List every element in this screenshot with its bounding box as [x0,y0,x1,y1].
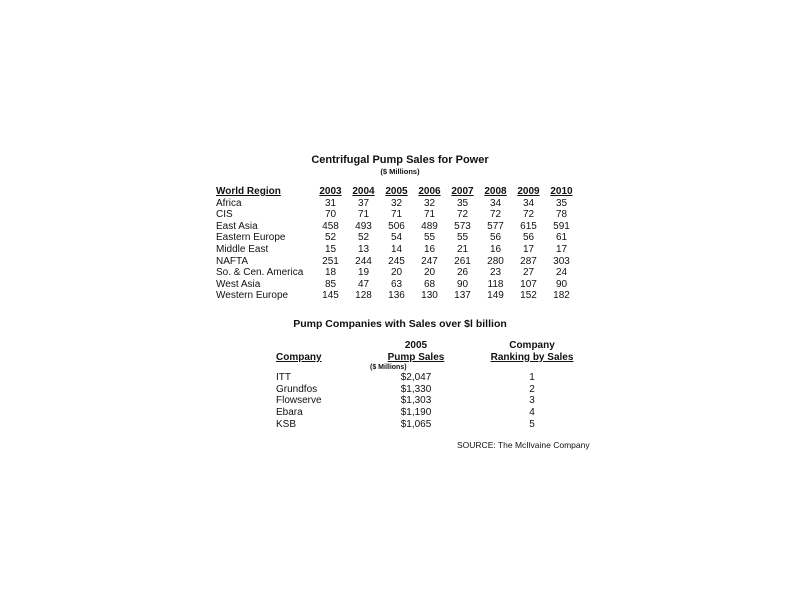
year-column-header: 2004 [352,186,375,197]
sales-value-cell: 55 [456,232,469,244]
table-row [276,407,594,419]
sales-value-cell: 130 [421,290,438,302]
sales-value-cell: 26 [456,267,469,279]
year-column-header: 2005 [385,186,408,197]
sales-value-cell: 145 [322,290,339,302]
year-column-header: 2010 [550,186,573,197]
sales-value-cell: 20 [423,267,436,279]
table-row [276,419,594,431]
company-table-block [276,340,594,430]
pump-sales-cell: $1,190 [400,406,432,418]
sales-year-header: 2005 [404,340,428,351]
ranking-cell: 2 [529,383,535,395]
table-row [276,395,594,407]
table-row [276,372,594,384]
sales-value-cell: 489 [421,220,438,232]
region-table-body [216,198,578,302]
sales-value-cell: 90 [456,278,469,290]
year-column-header: 2009 [517,186,540,197]
table-row [216,232,578,244]
sales-value-cell: 27 [522,267,535,279]
pump-sales-column-header: Pump Sales [387,351,445,363]
sales-value-cell: 591 [553,220,570,232]
year-column-header: 2006 [418,186,441,197]
region-name-cell: Middle East [216,243,269,255]
sales-value-cell: 56 [522,232,535,244]
sales-value-cell: 15 [324,243,337,255]
sales-value-cell: 34 [489,197,502,209]
sales-value-cell: 458 [322,220,339,232]
table-row [216,244,578,256]
sales-value-cell: 71 [423,209,436,221]
sales-value-cell: 90 [555,278,568,290]
company-name-cell: ITT [276,372,291,384]
sales-value-cell: 573 [454,220,471,232]
year-column-header: 2003 [319,186,342,197]
sales-value-cell: 14 [390,243,403,255]
sales-value-cell: 71 [357,209,370,221]
sales-value-cell: 85 [324,278,337,290]
ranking-cell: 5 [529,418,535,430]
sales-value-cell: 13 [357,243,370,255]
sales-value-cell: 247 [421,255,438,267]
sales-value-cell: 32 [423,197,436,209]
sales-value-cell: 35 [555,197,568,209]
table-row [216,267,578,279]
sales-value-cell: 47 [357,278,370,290]
sales-value-cell: 20 [390,267,403,279]
sales-value-cell: 261 [454,255,471,267]
sales-value-cell: 37 [357,197,370,209]
ranking-header-top: Company [509,340,555,351]
company-table-unit-row [276,363,594,372]
company-table-body [276,372,594,430]
sales-value-cell: 615 [520,220,537,232]
region-name-cell: Eastern Europe [216,232,286,244]
sales-value-cell: 136 [388,290,405,302]
unit-spacer [276,363,362,372]
table-row [216,290,578,302]
table-title: Centrifugal Pump Sales for Power [311,154,489,166]
sales-value-cell: 17 [522,243,535,255]
sales-value-cell: 71 [390,209,403,221]
sales-value-cell: 21 [456,243,469,255]
sales-value-cell: 35 [456,197,469,209]
sales-value-cell: 17 [555,243,568,255]
sales-value-cell: 23 [489,267,502,279]
company-table-header-top-row [276,340,594,352]
company-name-cell: Ebara [276,406,303,418]
sales-value-cell: 245 [388,255,405,267]
company-name-cell: Grundfos [276,383,318,395]
sales-value-cell: 493 [355,220,372,232]
region-name-cell: Western Europe [216,290,289,302]
ranking-cell: 3 [529,395,535,407]
table-row [216,279,578,291]
sales-value-cell: 68 [423,278,436,290]
sales-value-cell: 287 [520,255,537,267]
region-table-header-row [216,186,578,198]
sales-value-cell: 18 [324,267,337,279]
table-row [216,209,578,221]
sales-value-cell: 32 [390,197,403,209]
company-table-header-row [276,352,594,364]
sales-value-cell: 63 [390,278,403,290]
pump-sales-cell: $1,330 [400,383,432,395]
sales-value-cell: 280 [487,255,504,267]
sales-value-cell: 251 [322,255,339,267]
company-header-spacer [276,340,362,352]
sales-value-cell: 182 [553,290,570,302]
region-name-cell: East Asia [216,220,258,232]
sales-value-cell: 16 [423,243,436,255]
region-name-cell: So. & Cen. America [216,267,304,279]
table-row [216,221,578,233]
table-row [216,256,578,268]
sales-value-cell: 72 [456,209,469,221]
sales-value-cell: 303 [553,255,570,267]
sales-value-cell: 149 [487,290,504,302]
company-table [276,340,594,430]
sales-value-cell: 61 [555,232,568,244]
sales-value-cell: 506 [388,220,405,232]
sales-value-cell: 56 [489,232,502,244]
table-row [276,384,594,396]
pump-sales-cell: $1,065 [400,418,432,430]
sales-value-cell: 72 [522,209,535,221]
sales-value-cell: 55 [423,232,436,244]
company-table-title: Pump Companies with Sales over $l billion [293,318,507,330]
sales-value-cell: 118 [487,278,504,290]
sales-value-cell: 78 [555,209,568,221]
sales-value-cell: 16 [489,243,502,255]
sales-value-cell: 54 [390,232,403,244]
company-column-header: Company [276,351,322,363]
table-row [216,198,578,210]
sales-value-cell: 107 [520,278,537,290]
sales-value-cell: 52 [324,232,337,244]
sales-value-cell: 31 [324,197,337,209]
region-name-cell: CIS [216,209,233,221]
sales-value-cell: 244 [355,255,372,267]
sales-value-cell: 70 [324,209,337,221]
company-name-cell: Flowserve [276,395,322,407]
unit-spacer [470,363,594,372]
sales-value-cell: 137 [454,290,471,302]
sales-unit-label: ($ Millions) [370,364,407,372]
region-name-cell: West Asia [216,278,261,290]
ranking-column-header: Ranking by Sales [490,351,574,363]
pump-sales-cell: $2,047 [400,372,432,384]
sales-value-cell: 34 [522,197,535,209]
sales-value-cell: 52 [357,232,370,244]
sales-value-cell: 24 [555,267,568,279]
year-column-header: 2007 [451,186,474,197]
table-subtitle: ($ Millions) [380,167,420,176]
region-name-cell: NAFTA [216,255,249,267]
sales-value-cell: 152 [520,290,537,302]
company-name-cell: KSB [276,418,297,430]
sales-value-cell: 577 [487,220,504,232]
sales-value-cell: 72 [489,209,502,221]
region-column-header: World Region [216,186,281,197]
region-sales-table [216,186,578,302]
sales-value-cell: 19 [357,267,370,279]
region-name-cell: Africa [216,197,242,209]
pump-sales-cell: $1,303 [400,395,432,407]
ranking-cell: 4 [529,406,535,418]
ranking-cell: 1 [529,372,535,384]
sales-value-cell: 128 [355,290,372,302]
year-column-header: 2008 [484,186,507,197]
source-note: SOURCE: The McIlvaine Company [457,440,590,450]
